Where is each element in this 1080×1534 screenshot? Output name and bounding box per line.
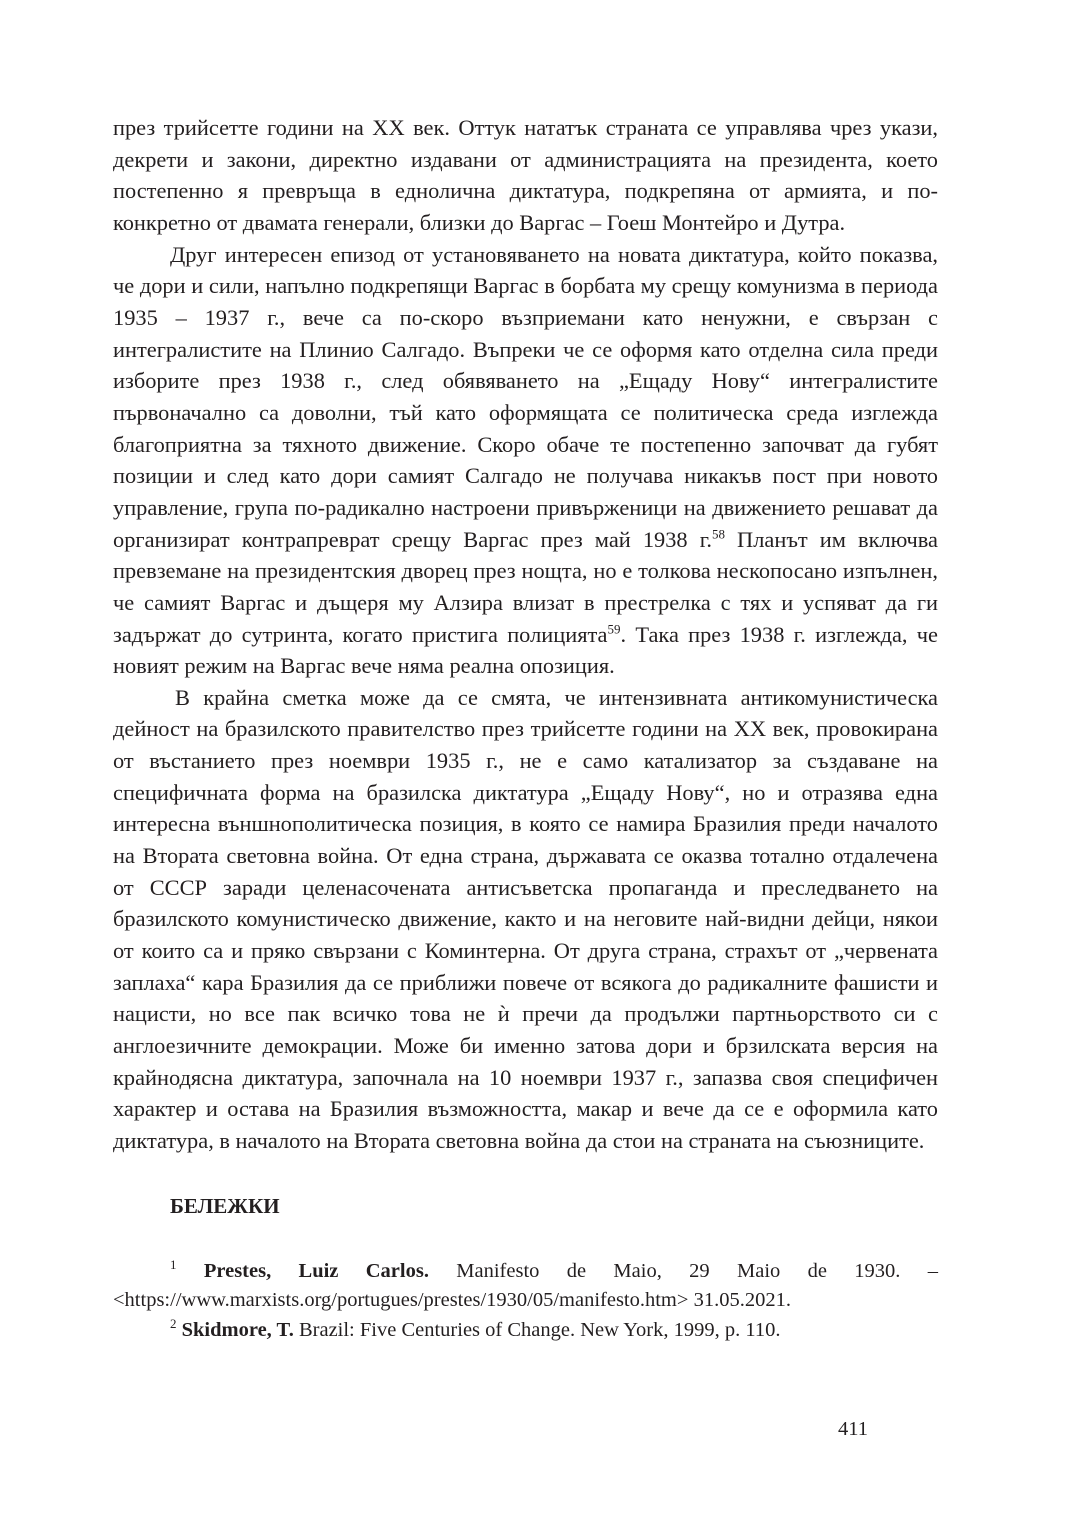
note-number: 2	[170, 1315, 177, 1331]
note-author: Skidmore, T.	[181, 1318, 294, 1341]
paragraph-2-text-c: . Така през 1938 г. изглежда, че новият режим на Варгас вече няма реална опозиция.	[113, 621, 938, 679]
body-paragraph-3: В крайна сметка може да се смята, че интензивната антикомунистическа дейност на бразилското правителство през трийсетте години на XX век, провокирана от въстанието през ноември 1935 г., не е само катализатор за създаване на специфичната форма на бразилска диктатура „Ещаду Нову“, но и отразява една интересна външнополитическа позиция, в която се намира Бразилия преди началото на Втората световна война. От една страна, държавата се оказва тотално отдалечена от СССР заради целенасочената антисъветска пропаганда и преследването на бразилското комунистическо движение, както и на неговите най-видни дейци, някои от които са и пряко свързани с Коминтерна. От друга страна, страхът от „червената заплаха“ кара Бразилия да се приближи повече от всякога до радикалните фашисти и нацисти, но все пак всичко това не ѝ пречи да продължи партньорството си с англоезичните демокрации. Може би именно затова дори и брзилската версия на крайнодясна диктатура, започнала на 10 ноември 1937 г., запазва своя специфичен характер и остава на Бразилия възможността, макар и вече да се е оформила като диктатура, в началото на Втората световна война да стои на страната на съюзниците.	[113, 684, 938, 1153]
body-paragraph-1: през трийсетте години на XX век. Оттук нататък страната се управлява чрез укази, декрети и закони, директно издавани от администрацията на президента, което постепенно я превръща в еднолична диктатура, подкрепяна от армията, и по-конкретно от двамата генерали, близки до Варгас – Гоеш Монтейро и Дутра.	[113, 115, 938, 235]
page-content	[113, 112, 938, 1345]
paragraph-2-text-b: Планът им включва превземане на президентския дворец през нощта, но е толкова нескопосано изпълнен, че самият Варгас и дъщеря му Алзира влизат в престрелка с тях и успяват да ги задържат до сутринта, когато пристига полицията	[113, 526, 938, 647]
note-item	[113, 1257, 938, 1316]
paragraph-2-text-a: Друг интересен епизод от установяването на новата диктатура, който показва, че дори и сили, напълно подкрепящи Варгас в борбата му срещу комунизма в периода 1935 – 1937 г., вече са по-скоро възприемани като ненужни, е свързан с интегралистите на Плинио Салгадо. Въпреки че се оформя като отделна сила преди изборите през 1938 г., след обявяването на „Ещаду Нову“ интегралистите първоначално са доволни, тъй като оформящата се политическа среда изглежда благоприятна за тяхното движение. Скоро обаче те постепенно започват да губят позиции и след като дори самият Салгадо не получава никакъв пост при новото управление, група по-радикално настроени привърженици на движението решават да организират контрапреврат срещу Варгас през май 1938 г.	[113, 241, 938, 552]
note-text: Manifesto de Maio, 29 Maio de 1930. – <https://www.marxists.org/portugues/prestes/1930/05/manifesto.htm> 31.05.2021.	[113, 1259, 938, 1312]
notes-heading: БЕЛЕЖКИ	[170, 1193, 280, 1218]
note-author: Prestes, Luiz Carlos.	[203, 1259, 429, 1282]
page-number: 411	[838, 1418, 868, 1440]
notes-list	[113, 1257, 938, 1346]
footnote-ref-59: 59	[607, 621, 621, 637]
note-item	[113, 1316, 938, 1346]
note-number: 1	[170, 1256, 177, 1272]
body-paragraph-2	[113, 239, 938, 682]
footnote-ref-58: 58	[711, 526, 725, 542]
note-text: Brazil: Five Centuries of Change. New York, 1999, p. 110.	[293, 1318, 781, 1341]
